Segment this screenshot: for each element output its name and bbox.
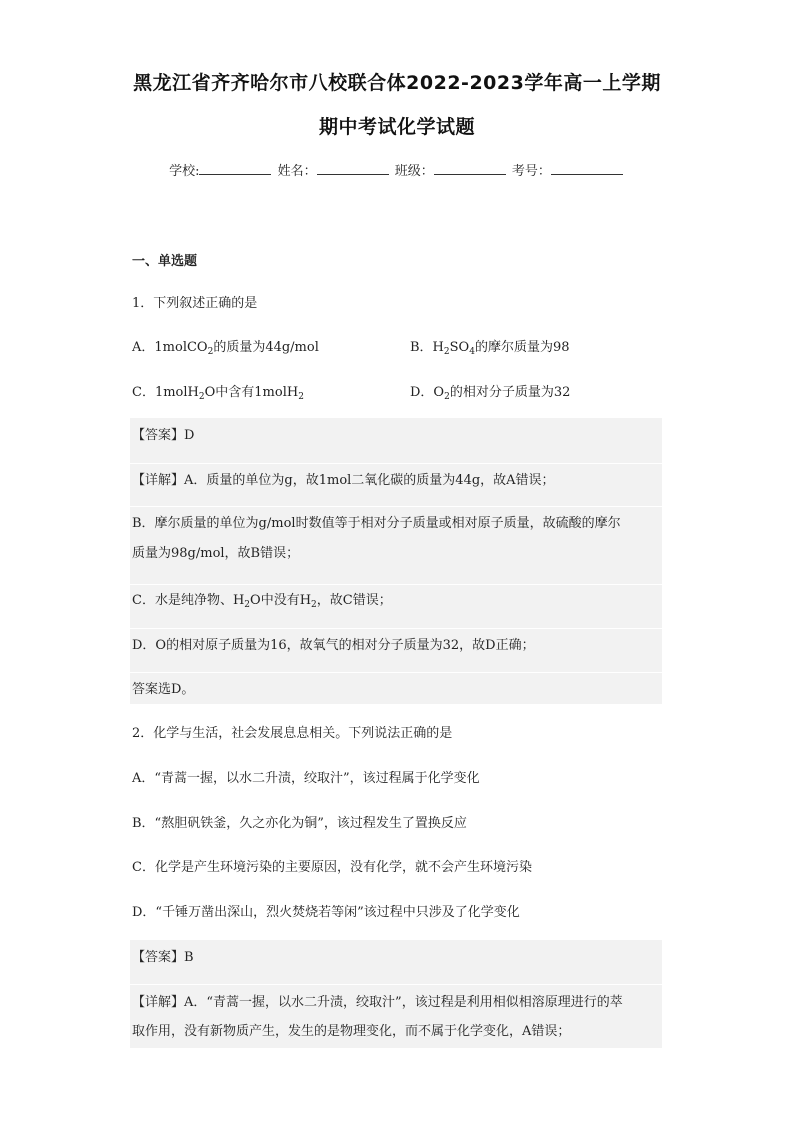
q2-option-c: C．化学是产生环境污染的主要原因，没有化学，就不会产生环境污染 (132, 860, 532, 875)
q1-panel-divider (130, 672, 662, 673)
q1-option-b-mid: SO (449, 340, 470, 355)
q1-option-c-sub1: 2 (198, 392, 205, 402)
q2-detail-label: 【详解】 (132, 995, 185, 1010)
q1-panel-divider (130, 506, 662, 507)
q1-panel-divider (130, 463, 662, 464)
q1-conclusion: 答案选D。 (132, 682, 195, 697)
q1-option-a (132, 340, 319, 356)
q1-answer: 【答案】D (132, 428, 195, 443)
q1-detail-d: D．O的相对原子质量为16，故氧气的相对分子质量为32，故D正确； (132, 638, 535, 653)
q1-detail-c-text: C．水是纯净物、H (132, 593, 245, 608)
q1-detail-c (132, 593, 392, 609)
name-blank (317, 162, 389, 175)
q1-option-d-text: D．O (410, 385, 445, 400)
q1-option-a-sub: 2 (207, 347, 214, 357)
q2-answer: 【答案】B (132, 950, 194, 965)
q1-option-c-sub2: 2 (298, 392, 304, 402)
q2-detail-a-text: A．“青蒿一握，以水二升渍，绞取汁”，该过程是利用相似相溶原理进行的萃 (184, 995, 623, 1010)
q1-option-c-text: C．1molH (132, 385, 199, 400)
q1-option-d-sub: 2 (444, 392, 450, 402)
q1-option-a-text-end: 的质量为44g/mol (213, 340, 319, 355)
q1-panel-divider (130, 628, 662, 629)
q1-option-c (132, 385, 304, 401)
q1-stem: 1．下列叙述正确的是 (132, 296, 258, 311)
name-label: 姓名： (277, 164, 317, 179)
document-title-line1: 黑龙江省齐齐哈尔市八校联合体2022-2023学年高一上学期 (133, 72, 661, 94)
q2-option-a: A．“青蒿一握，以水二升渍，绞取汁”，该过程属于化学变化 (132, 771, 480, 786)
q1-detail-c-sub2: 2 (311, 600, 317, 610)
class-blank (434, 162, 506, 175)
q1-option-b-text: B．H (410, 340, 444, 355)
q1-detail-c-mid: O中没有H (250, 593, 312, 608)
school-blank (199, 162, 271, 175)
q2-stem: 2．化学与生活，社会发展息息相关。下列说法正确的是 (132, 726, 453, 741)
q1-detail-a-text: A．质量的单位为g，故1mol二氧化碳的质量为44g，故A错误； (184, 473, 555, 488)
q1-option-d (410, 385, 570, 401)
q1-option-d-text-end: 的相对分子质量为32 (449, 385, 571, 400)
school-label: 学校: (169, 164, 200, 179)
q1-option-b-sub2: 4 (469, 347, 475, 357)
q1-detail-c-text-end: ，故C错误； (316, 593, 392, 608)
q2-panel-divider (130, 984, 662, 985)
q2-detail-a-line2: 取作用，没有新物质产生，发生的是物理变化，而不属于化学变化，A错误； (132, 1024, 571, 1039)
q1-option-b-text-end: 的摩尔质量为98 (474, 340, 570, 355)
q1-option-c-mid: O中含有1molH (204, 385, 299, 400)
exam-number-blank (551, 162, 623, 175)
q1-detail-label: 【详解】 (132, 473, 185, 488)
exam-number-label: 考号： (511, 164, 551, 179)
q1-detail-b-line1: B．摩尔质量的单位为g/mol时数值等于相对分子质量或相对原子质量，故硫酸的摩尔 (132, 516, 621, 531)
q1-panel-divider (130, 584, 662, 585)
q1-detail-a (132, 473, 555, 489)
q1-option-b-sub1: 2 (443, 347, 450, 357)
q2-detail-a-line1 (132, 995, 623, 1011)
q1-detail-c-sub1: 2 (244, 600, 251, 610)
class-label: 班级： (394, 164, 434, 179)
section-heading: 一、单选题 (132, 254, 198, 269)
document-title-line2: 期中考试化学试题 (318, 116, 475, 138)
q1-detail-b-line2: 质量为98g/mol，故B错误； (132, 546, 300, 561)
q1-option-a-text: A．1molCO (132, 340, 208, 355)
student-info-row (0, 160, 794, 179)
q2-option-d: D．“千锤万凿出深山，烈火焚烧若等闲”该过程中只涉及了化学变化 (132, 905, 520, 920)
q2-option-b: B．“熬胆矾铁釜，久之亦化为铜”，该过程发生了置换反应 (132, 816, 467, 831)
q1-option-b (410, 340, 569, 356)
